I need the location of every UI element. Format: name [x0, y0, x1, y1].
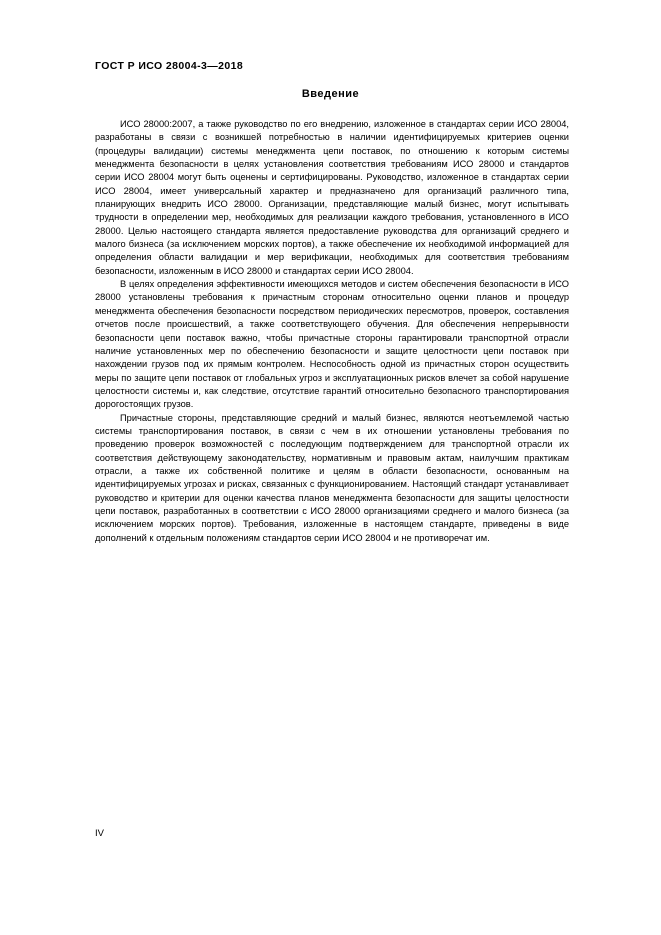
page-title: Введение: [301, 88, 360, 100]
paragraph: В целях определения эффективности имеющихся методов и систем обеспечения безопасности в ИСО 28000 установлены требования к причастным сторонам относительно оценки планов и процедур менеджмента обеспечения безопасности посредством периодических пересмотров, проверок, составления отчетов после происшествий, а также соответствующего обучения. Для обеспечения непрерывности безопасности цепи поставок важно, чтобы причастные стороны гарантировали транспортной отрасли наличие установленных мер по обеспечению безопасности и защите целостности цепи поставок при нахождении грузов под их прямым контролем. Неспособность одной из причастных сторон осуществить меры по защите цепи поставок от глобальных угроз и эксплуатационных рисков влечет за собой нарушение целостности системы и, как следствие, отсутствие гарантий относительно безопасного транспортирования дорогостоящих грузов.: [95, 279, 569, 410]
body-text: [95, 118, 569, 545]
paragraph: Причастные стороны, представляющие средний и малый бизнес, являются неотъемлемой частью системы транспортирования поставок, в связи с чем в их отношении установлены требования по проведению проверок возможностей с последующим подтверждением для транспортной отрасли их соответствия действующему законодательству, нормативным и правовым актам, наилучшим практикам отрасли, а также их собственной политике и целям в области безопасности, основанным на идентифицируемых угрозах и рисках, связанных с функционированием. Настоящий стандарт устанавливает руководство и критерии для оценки качества планов менеджмента безопасности для защиты целостности цепи поставок, разработанных в соответствии с ИСО 28000 организациями среднего и малого бизнеса (за исключением морских портов). Требования, изложенные в настоящем стандарте, приведены в виде дополнений к отдельным положениям стандартов серии ИСО 28004 и не противоречат им.: [95, 412, 569, 543]
page-number: IV: [95, 828, 104, 839]
paragraph: ИСО 28000:2007, а также руководство по его внедрению, изложенное в стандартах серии ИСО 28004, разработаны в связи с возникшей потребностью в наличии идентифицируемых критериев оценки (процедуры валидации) системы менеджмента цепи поставок, по отношению к которым системы менеджмента безопасности в целях установления соответствия требованиям ИСО 28000 и стандартов серии ИСО 28004 могут быть оценены и сертифицированы. Руководство, изложенное в стандартах серии ИСО 28004, имеет универсальный характер и предназначено для организаций различного типа, планирующих внедрить ИСО 28000. Организации, представляющие малый бизнес, могут испытывать трудности в определении мер, необходимых для реализации каждого требования, установленного в ИСО 28000. Целью настоящего стандарта является предоставление руководства для организаций среднего и малого бизнеса (за исключением морских портов), а также обеспечение их необходимой информацией для определения области валидации и мер верификации, необходимых для соответствия требованиям безопасности, изложенным в ИСО 28000 и стандартах серии ИСО 28004.: [95, 119, 569, 276]
document-header: ГОСТ Р ИСО 28004-3—2018: [95, 60, 244, 72]
